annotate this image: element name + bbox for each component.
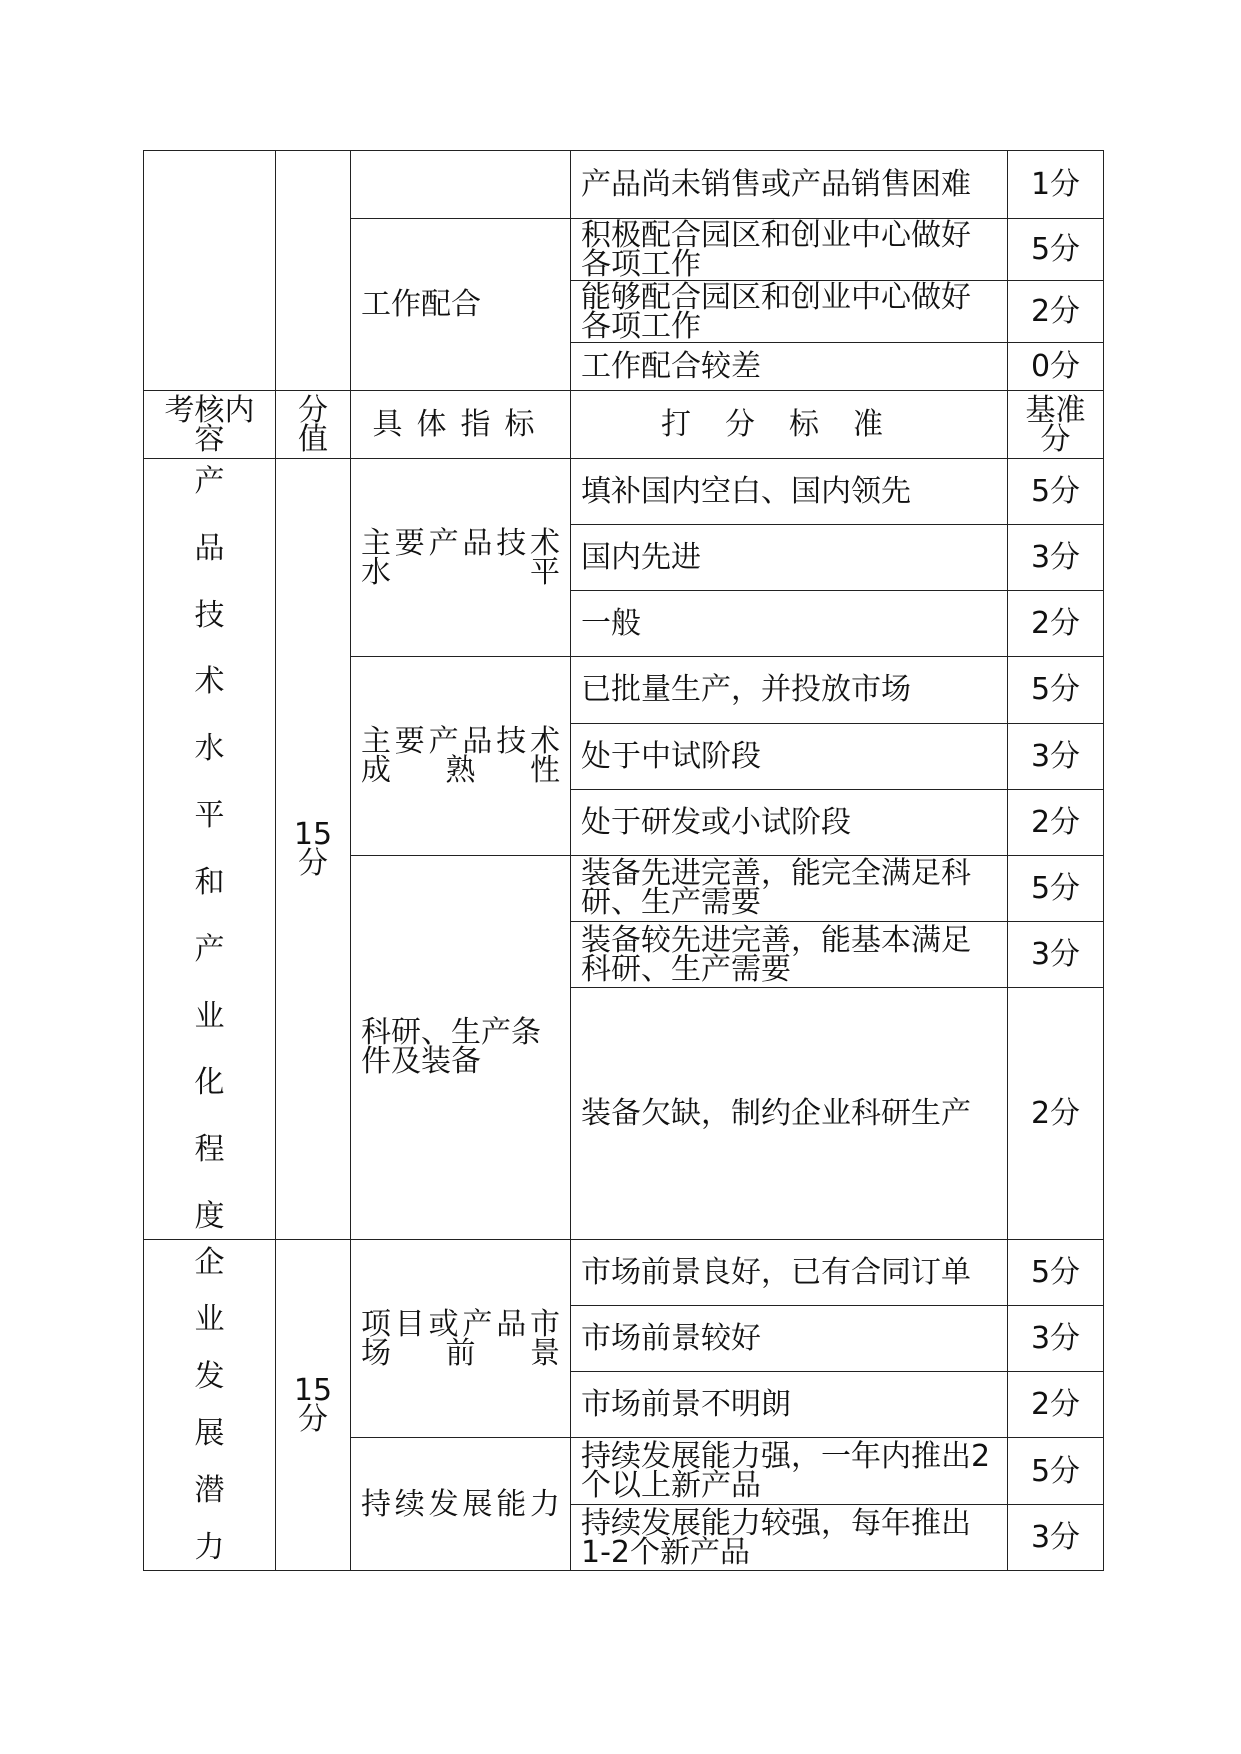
points-cell: 2分 [1008,988,1104,1240]
indicator-cell: 持续发展能力 [351,1438,571,1571]
category-char: 品 [194,530,225,566]
standard-cell: 装备欠缺，制约企业科研生产 [571,988,1008,1240]
section1-category-text [154,459,265,1239]
points-cell: 2分 [1008,591,1104,657]
category-char: 平 [194,798,225,834]
standard-cell: 产品尚未销售或产品销售困难 [571,151,1008,219]
standard-cell: 装备较先进完善，能基本满足科研、生产需要 [571,922,1008,988]
table-row [144,1240,1104,1306]
points-cell: 1分 [1008,151,1104,219]
standard-cell: 市场前景不明朗 [571,1372,1008,1438]
standard-cell: 持续发展能力较强，每年推出1-2个新产品 [571,1505,1008,1571]
category-char: 化 [194,1065,225,1101]
standard-cell: 持续发展能力强，一年内推出2个以上新产品 [571,1438,1008,1505]
category-char: 企 [194,1245,225,1280]
category-char: 程 [194,1132,225,1168]
standard-cell: 填补国内空白、国内领先 [571,459,1008,525]
category-char: 产 [194,464,225,499]
standard-cell: 处于研发或小试阶段 [571,789,1008,855]
table-row [144,459,1104,525]
points-cell: 0分 [1008,343,1104,391]
points-cell: 2分 [1008,281,1104,343]
indicator-cell: 工作配合 [351,219,571,391]
standard-cell: 处于中试阶段 [571,723,1008,789]
category-char: 度 [194,1198,225,1234]
section2-category-text [154,1240,265,1570]
section2-category [144,1240,276,1571]
header-category: 考核内容 [144,391,276,459]
points-cell: 3分 [1008,1505,1104,1571]
table-row [144,151,1104,219]
points-cell: 5分 [1008,1438,1104,1505]
standard-cell: 能够配合园区和创业中心做好各项工作 [571,281,1008,343]
scoring-table [143,150,1104,1571]
section1-score: 15分 [276,459,351,1240]
indicator-cell: 主要产品技术成熟性 [351,657,571,856]
category-char: 力 [194,1530,225,1565]
category-char: 发 [194,1359,225,1394]
points-cell: 5分 [1008,855,1104,922]
category-char: 水 [194,731,225,767]
points-cell: 3分 [1008,1306,1104,1372]
header-base-score: 基准分 [1008,391,1104,459]
points-cell: 5分 [1008,219,1104,281]
standard-cell: 一般 [571,591,1008,657]
header-standard: 打分标准 [571,391,1008,459]
standard-cell: 工作配合较差 [571,343,1008,391]
category-char: 潜 [194,1473,225,1508]
empty-indicator-cell [351,151,571,219]
points-cell: 3分 [1008,723,1104,789]
category-char: 术 [194,664,225,700]
table-header-row [144,391,1104,459]
indicator-cell: 主要产品技术水平 [351,459,571,657]
points-cell: 5分 [1008,459,1104,525]
indicator-cell: 项目或产品市场前景 [351,1240,571,1438]
standard-cell: 市场前景较好 [571,1306,1008,1372]
points-cell: 3分 [1008,525,1104,591]
points-cell: 5分 [1008,1240,1104,1306]
points-cell: 2分 [1008,1372,1104,1438]
points-cell: 5分 [1008,657,1104,724]
indicator-cell: 科研、生产条件及装备 [351,855,571,1240]
empty-category-cell [144,151,276,391]
standard-cell: 积极配合园区和创业中心做好各项工作 [571,219,1008,281]
category-char: 业 [194,1302,225,1337]
standard-cell: 市场前景良好，已有合同订单 [571,1240,1008,1306]
category-char: 和 [194,864,225,900]
category-char: 产 [194,931,225,967]
empty-score-cell [276,151,351,391]
standard-cell: 装备先进完善，能完全满足科研、生产需要 [571,855,1008,922]
header-score-value: 分值 [276,391,351,459]
standard-cell: 已批量生产，并投放市场 [571,657,1008,724]
points-cell: 2分 [1008,789,1104,855]
section1-category [144,459,276,1240]
category-char: 业 [194,998,225,1034]
category-char: 展 [194,1416,225,1451]
header-indicator: 具体指标 [351,391,571,459]
points-cell: 3分 [1008,922,1104,988]
section2-score: 15分 [276,1240,351,1571]
category-char: 技 [194,597,225,633]
standard-cell: 国内先进 [571,525,1008,591]
